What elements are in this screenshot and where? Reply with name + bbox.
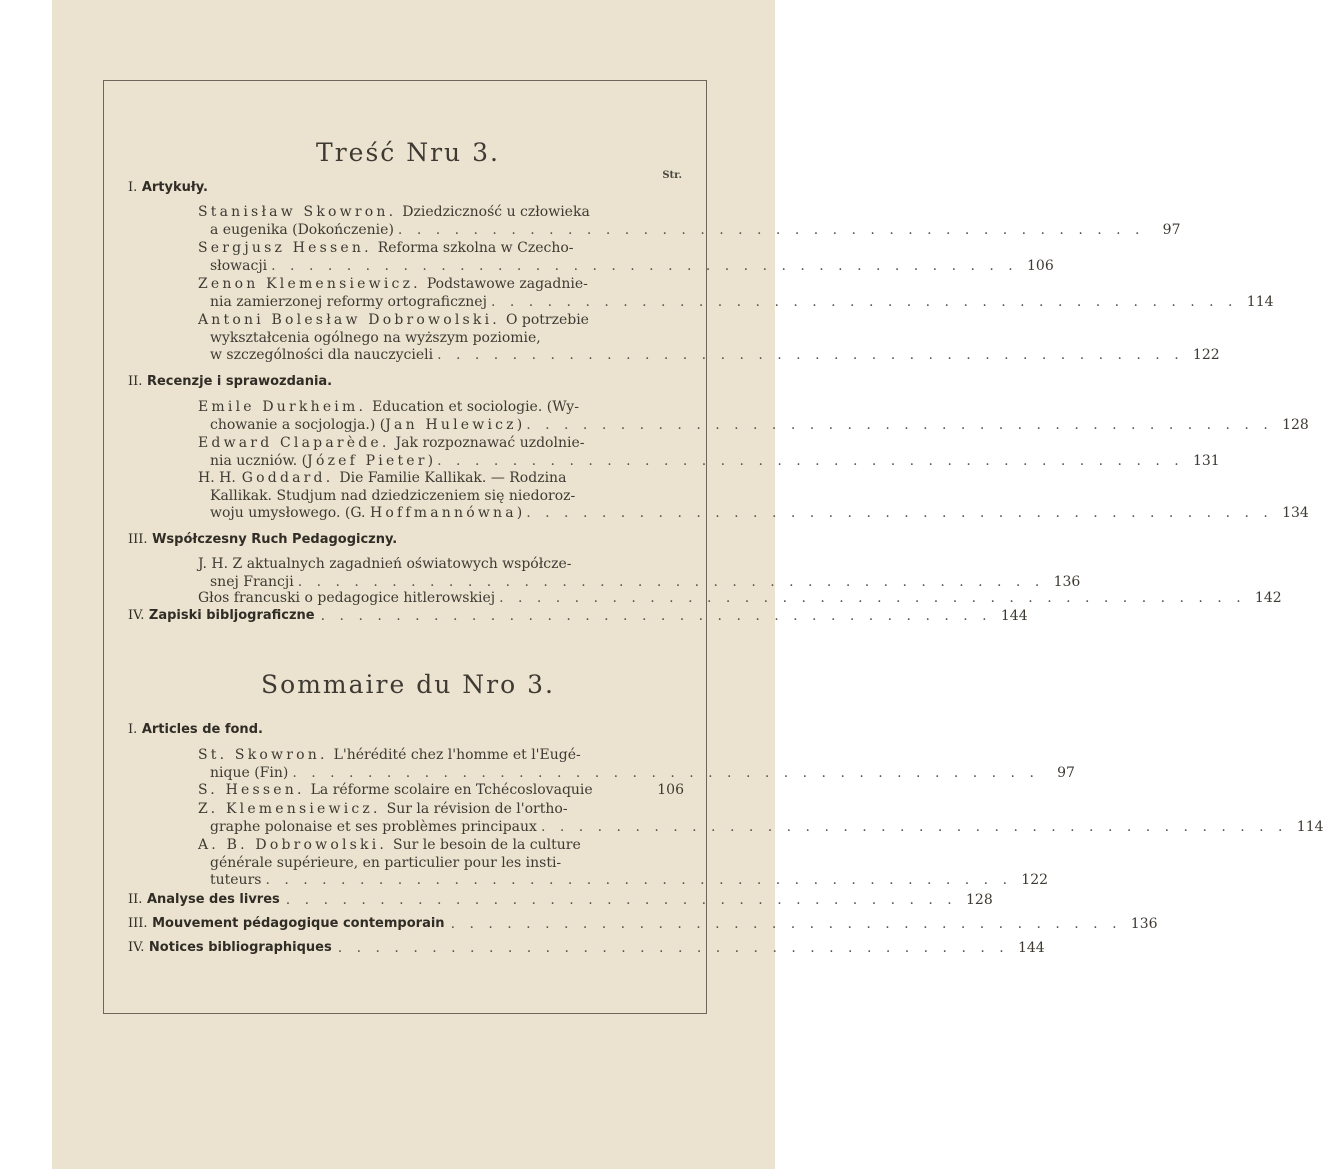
entry-author: Emile Durkheim.	[198, 399, 367, 415]
toc-entry[interactable]: H. H. Goddard. Die Familie Kallikak. — Rodzina Kallikak. Studjum nad dziedziczeniem się niedoroz- woju umysłowego. (G. Hoffmannówna) . . . . . . . . . . . . . . . . . . . . . . . . . . . . . . . . . . . . . . . . 134	[198, 470, 1309, 521]
entry-title: Education et sociologie. (Wy-	[372, 399, 579, 415]
entry-title-cont: w szczególności dla nauczycieli	[210, 347, 434, 363]
entry-title: O potrzebie	[505, 312, 589, 328]
page-number: 144	[1017, 940, 1045, 956]
leader-dots: . . . . . . . . . . . . . . . . . . . . . . . . . . . . . . . . . . . . . . . .	[397, 221, 1145, 238]
section-heading	[128, 374, 332, 389]
page-number: 122	[1021, 872, 1049, 888]
entry-title: Reforma szkolna w Czecho-	[377, 240, 574, 256]
leader-dots: . . . . . . . . . . . . . . . . . . . . . . . . . . . . . . . . . . . . . . . .	[271, 257, 1018, 274]
leader-dots: . . . . . . . . . . . . . . . . . . . . . . . . . . . . . . . . . . . . . . . .	[265, 872, 1013, 888]
section-heading	[128, 180, 208, 195]
entry-title-cont: nia zamierzonej reformy ortograficznej	[210, 293, 487, 310]
entry-author: Edward Claparède.	[198, 435, 390, 451]
section-heading	[128, 722, 263, 737]
entry-author: S. Hessen.	[198, 782, 305, 798]
entry-title: La réforme scolaire en Tchécoslovaquie	[310, 782, 593, 798]
entry-title: J. H. Z aktualnych zagadnień oświatowych współcze-	[198, 556, 572, 572]
entry-title-cont: a eugenika (Dokończenie)	[210, 221, 394, 238]
toc-entry[interactable]	[128, 608, 1028, 624]
page-number: 136	[1053, 573, 1081, 590]
toc-entry[interactable]	[128, 892, 993, 908]
section-number: I.	[128, 722, 138, 737]
entry-title: Die Familie Kallikak. — Rodzina	[339, 470, 567, 486]
entry-title-cont: graphe polonaise et ses problèmes principaux	[210, 818, 537, 835]
toc-entry[interactable]	[198, 556, 1081, 591]
leader-dots: . . . . . . . . . . . . . . . . . . . . . . . . . . . . . . . . . . . . . . . .	[540, 818, 1288, 835]
entry-title-cont: nique (Fin)	[210, 764, 289, 781]
section-label: Notices bibliographiques	[148, 940, 332, 955]
section-number: IV.	[128, 940, 145, 955]
section-number: III.	[128, 532, 148, 547]
leader-dots	[597, 782, 648, 800]
toc-entry[interactable]	[198, 782, 684, 800]
section-number: IV.	[128, 608, 145, 623]
page-column-label: Str.	[662, 170, 682, 181]
entry-author: A. B. Dobrowolski.	[198, 837, 388, 853]
page-number: 106	[1027, 257, 1054, 274]
page-number: 114	[1296, 818, 1324, 835]
entry-title-cont: wykształcenia ogólnego na wyższym poziomie,	[210, 329, 541, 346]
section-label: Artykuły.	[141, 180, 208, 195]
page-number: 131	[1192, 452, 1220, 469]
page-number: 144	[1000, 608, 1028, 624]
leader-dots: . . . . . . . . . . . . . . . . . . . . . . . . . . . . . . . . . . . . . . . .	[437, 347, 1184, 363]
page-number: 97	[1162, 221, 1181, 238]
entry-author-initials: H. H.	[198, 470, 236, 486]
leader-dots: . . . . . . . . . . . . . . . . . . . . . . . . . . . . . . . . . . . . . . . .	[292, 764, 1039, 781]
entry-author: Goddard.	[241, 470, 334, 486]
entry-title: Głos francuski o pedagogice hitlerowskiej	[198, 590, 496, 606]
toc-entry[interactable]	[198, 240, 1054, 275]
reviewer-name: Józef Pieter	[307, 452, 428, 469]
section-number: II.	[128, 374, 143, 389]
section-label: Recenzje i sprawozdania.	[146, 374, 333, 389]
entry-title: Dziedziczność u człowieka	[402, 204, 590, 220]
leader-dots: . . . . . . . . . . . . . . . . . . . . . . . . . . . . . . . . . . . .	[337, 940, 1009, 956]
page-number: 134	[1282, 505, 1309, 521]
toc-entry[interactable]: Edward Claparède. Jak rozpoznawać uzdolnie- nia uczniów. (Józef Pieter) . . . . . . . . . . . . . . . . . . . . . . . . . . . . . . . . . . . . . . . . 131	[198, 435, 1220, 469]
leader-dots: . . . . . . . . . . . . . . . . . . . . . . . . . . . . . . . . . . . .	[320, 608, 992, 624]
section-label: Zapiski bibljograficzne	[148, 608, 315, 623]
entry-author: Sergjusz Hessen.	[198, 240, 372, 256]
entry-title-cont: générale supérieure, en particulier pour les insti-	[210, 854, 562, 871]
reviewer-name: Hoffmannówna	[369, 505, 517, 521]
toc-entry[interactable]	[198, 276, 1274, 311]
page-number: 97	[1057, 764, 1075, 781]
page-number: 142	[1254, 590, 1282, 606]
entry-title-cont: Kallikak. Studjum nad dziedziczeniem się niedoroz-	[210, 487, 576, 504]
entry-author: Zenon Klemensiewicz.	[198, 276, 421, 292]
section-number: III.	[128, 916, 148, 931]
section-label: Articles de fond.	[141, 722, 263, 737]
leader-dots: . . . . . . . . . . . . . . . . . . . . . . . . . . . . . . . . . . . . . . . .	[526, 416, 1273, 433]
entry-title-cont: słowacji	[210, 257, 268, 274]
toc-entry[interactable]	[198, 204, 1181, 239]
page-number: 128	[966, 892, 993, 908]
entry-title-cont: woju umysłowego. (G.	[210, 505, 366, 521]
entry-title-cont: tuteurs	[210, 872, 262, 888]
leader-dots: . . . . . . . . . . . . . . . . . . . . . . . . . . . . . . . . . . . .	[285, 892, 957, 908]
toc-entry[interactable]	[128, 916, 1158, 932]
entry-title-cont: nia uczniów. (	[210, 452, 308, 469]
toc-title-fr: Sommaire du Nro 3.	[261, 670, 555, 699]
leader-dots: . . . . . . . . . . . . . . . . . . . . . . . . . . . . . . . . . . . . . . . .	[297, 573, 1045, 590]
toc-entry[interactable]	[198, 747, 1075, 782]
entry-title-cont: chowanie a socjologja.) (	[210, 416, 386, 433]
page-number: 128	[1282, 416, 1309, 433]
toc-entry[interactable]	[198, 590, 1282, 608]
page-number: 122	[1192, 347, 1220, 363]
entry-title-cont: snej Francji	[210, 573, 294, 590]
entry-title: Sur la révision de l'ortho-	[386, 801, 568, 817]
entry-title: Podstawowe zagadnie-	[426, 276, 588, 292]
section-label: Mouvement pédagogique contemporain	[152, 916, 445, 931]
leader-dots: . . . . . . . . . . . . . . . . . . . . . . . . . . . . . . . . . . . . . . . .	[499, 590, 1246, 606]
entry-author: St. Skowron.	[198, 747, 328, 763]
toc-entry[interactable]	[198, 837, 1049, 890]
toc-entry[interactable]	[128, 940, 1045, 956]
section-number: II.	[128, 892, 143, 907]
reviewer-name: Jan Hulewicz	[385, 416, 517, 433]
toc-entry[interactable]	[198, 801, 1324, 836]
entry-title: L'hérédité chez l'homme et l'Eugé-	[333, 747, 581, 763]
leader-dots: . . . . . . . . . . . . . . . . . . . . . . . . . . . . . . . . . . . .	[450, 916, 1122, 932]
entry-title: Sur le besoin de la culture	[393, 837, 581, 853]
entry-author: Z. Klemensiewicz.	[198, 801, 381, 817]
leader-dots: . . . . . . . . . . . . . . . . . . . . . . . . . . . . . . . . . . . . . . . .	[490, 293, 1238, 310]
section-label: Analyse des livres	[146, 892, 280, 907]
section-label: Współczesny Ruch Pedagogiczny.	[152, 532, 398, 547]
entry-author: Antoni Bolesław Dobrowolski.	[198, 312, 500, 328]
page-number: 106	[657, 782, 684, 798]
leader-dots: . . . . . . . . . . . . . . . . . . . . . . . . . . . . . . . . . . . . . . . .	[526, 505, 1273, 521]
section-heading	[128, 532, 397, 547]
toc-title-pl: Treść Nru 3.	[316, 138, 500, 167]
page-number: 136	[1130, 916, 1158, 932]
section-number: I.	[128, 180, 138, 195]
entry-title: Jak rozpoznawać uzdolnie-	[395, 435, 585, 451]
entry-author: Stanisław Skowron.	[198, 204, 397, 220]
page-number: 114	[1246, 293, 1274, 310]
leader-dots: . . . . . . . . . . . . . . . . . . . . . . . . . . . . . . . . . . . . . . . .	[437, 452, 1184, 469]
toc-entry[interactable]	[198, 312, 1220, 365]
toc-entry[interactable]: Emile Durkheim. Education et sociologie. (Wy- chowanie a socjologja.) (Jan Hulewicz) . . . . . . . . . . . . . . . . . . . . . . . . . . . . . . . . . . . . . . . . 128	[198, 399, 1309, 433]
